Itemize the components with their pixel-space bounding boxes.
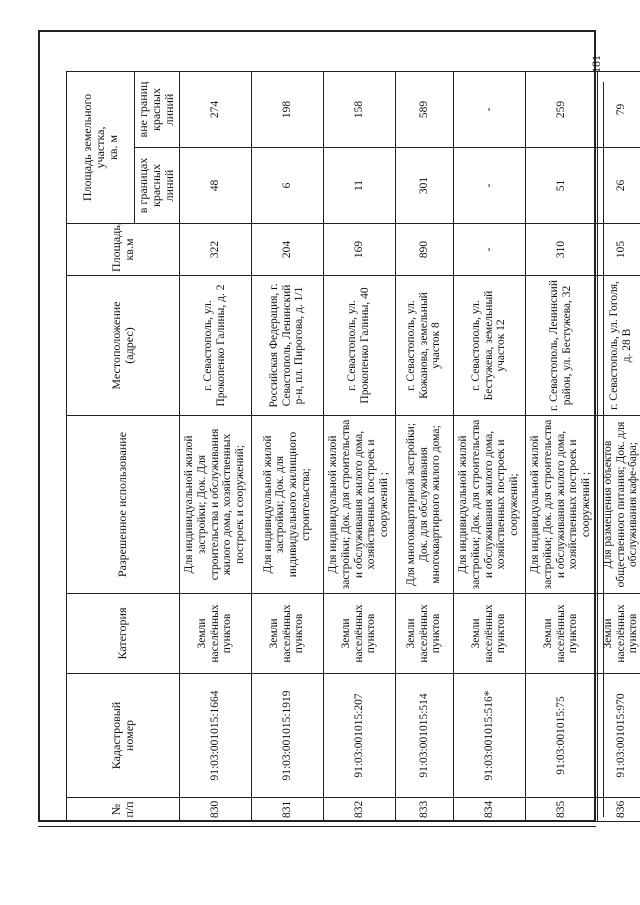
cell-category: Земли населённых пунктов: [525, 594, 597, 674]
cell-usage: Для многоквартирной застройки; Док. для обслуживания многоквартирного жилого дома;: [395, 416, 453, 594]
cell-within: -: [453, 148, 525, 224]
header-within-lines: в границах красных линий: [135, 148, 180, 224]
table-row: [597, 71, 640, 821]
table-row: [323, 71, 395, 821]
cell-cadastral: 91:03:001015:516*: [453, 674, 525, 798]
cell-category: Земли населённых пунктов: [323, 594, 395, 674]
land-plots-table: [66, 71, 640, 822]
bottom-rule: [38, 826, 596, 827]
table-row: [395, 71, 453, 821]
cell-within: 48: [179, 148, 251, 224]
cell-cadastral: 91:03:001015:514: [395, 674, 453, 798]
cell-cadastral: 91:03:001015:75: [525, 674, 597, 798]
header-cadastral: Кадастровый номер: [67, 674, 180, 798]
cell-area: 310: [525, 224, 597, 276]
cell-usage: Для индивидуальной жилой застройки; Док. для строительства и обслуживания жилого дома, хозяйственных построек и сооружений ;: [323, 416, 395, 594]
cell-usage: Для индивидуальной жилой застройки; Док. для строительства и обслуживания жилого дома, хозяйственных построек и сооружений ;: [525, 416, 597, 594]
cell-cadastral: 91:03:001015:207: [323, 674, 395, 798]
cell-category: Земли населённых пунктов: [597, 594, 640, 674]
header-plot-area: Площадь земельного участка, кв. м: [67, 71, 135, 223]
table-row: [179, 71, 251, 821]
cell-location: г. Севастополь, ул. Гоголя, д. 28 В: [597, 276, 640, 416]
cell-within: 301: [395, 148, 453, 224]
table-row: [525, 71, 597, 821]
table-row: [453, 71, 525, 821]
header-location: Местоположение (адрес): [67, 276, 180, 416]
cell-within: 26: [597, 148, 640, 224]
cell-area: 890: [395, 224, 453, 276]
rotated-table-area: [66, 72, 640, 822]
cell-location: г. Севастополь, ул. Кожанова, земельный участок 8: [395, 276, 453, 416]
cell-cadastral: 91:03:001015:1664: [179, 674, 251, 798]
header-usage: Разрешенное использование: [67, 416, 180, 594]
cell-category: Земли населённых пунктов: [251, 594, 323, 674]
cell-category: Земли населённых пунктов: [179, 594, 251, 674]
cell-outside: 79: [597, 71, 640, 147]
cell-outside: 274: [179, 71, 251, 147]
cell-outside: 198: [251, 71, 323, 147]
cell-usage: Для индивидуальной жилой застройки; Док. для индивидуального жилищного строительства;: [251, 416, 323, 594]
cell-cadastral: 91:03:001015:1919: [251, 674, 323, 798]
cell-within: 51: [525, 148, 597, 224]
cell-cadastral: 91:03:001015:970: [597, 674, 640, 798]
header-num: № п/п: [67, 798, 180, 822]
cell-area: 204: [251, 224, 323, 276]
cell-num: 830: [179, 798, 251, 822]
cell-location: г. Севастополь, ул. Прокопенко Галины, д. 2: [179, 276, 251, 416]
cell-area: -: [453, 224, 525, 276]
rotated-table-frame: [66, 72, 640, 822]
cell-category: Земли населённых пунктов: [453, 594, 525, 674]
cell-within: 6: [251, 148, 323, 224]
cell-num: 834: [453, 798, 525, 822]
cell-location: г. Севастополь, Ленинский район, ул. Бестужева, 32: [525, 276, 597, 416]
cell-category: Земли населённых пунктов: [395, 594, 453, 674]
cell-outside: 589: [395, 71, 453, 147]
cell-area: 105: [597, 224, 640, 276]
cell-outside: 259: [525, 71, 597, 147]
cell-area: 322: [179, 224, 251, 276]
page-number: 181: [589, 55, 603, 73]
cell-area: 169: [323, 224, 395, 276]
cell-usage: Для индивидуальной жилой застройки; Док. Для строительства и обслуживания жилого дома, хозяйственных построек и сооружений;: [179, 416, 251, 594]
cell-num: 836: [597, 798, 640, 822]
cell-location: г. Севастополь, ул. Бестужева, земельный участок 12: [453, 276, 525, 416]
cell-location: Российская Федерация, г. Севастополь, Ленинский р-н, пл. Пирогова, д. 1/1: [251, 276, 323, 416]
header-area: Площадь, кв.м: [67, 224, 180, 276]
cell-num: 835: [525, 798, 597, 822]
cell-outside: 158: [323, 71, 395, 147]
cell-num: 832: [323, 798, 395, 822]
cell-usage: Для индивидуальной жилой застройки; Док. для строительства и обслуживания жилого дома, хозяйственных построек и сооружений;: [453, 416, 525, 594]
cell-num: 833: [395, 798, 453, 822]
cell-usage: Для размещения объектов общественного питания; Док. для обслуживания кафе-бара;: [597, 416, 640, 594]
header-category: Категория: [67, 594, 180, 674]
cell-location: г. Севастополь, ул. Прокопенко Галины, 40: [323, 276, 395, 416]
cell-within: 11: [323, 148, 395, 224]
header-outside-lines: вне границ красных линий: [135, 71, 180, 147]
cell-num: 831: [251, 798, 323, 822]
table-row: [251, 71, 323, 821]
cell-outside: -: [453, 71, 525, 147]
